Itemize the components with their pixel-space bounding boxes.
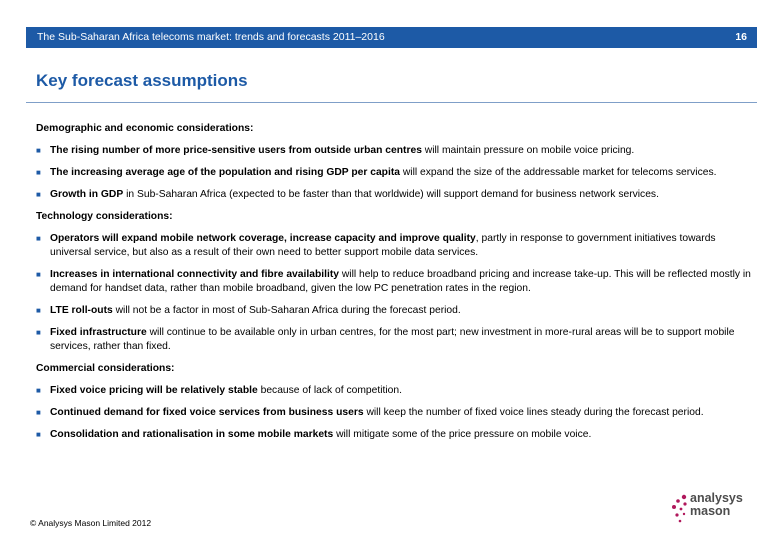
bullet-item <box>36 304 751 318</box>
logo-line-2: mason <box>690 504 731 518</box>
header-bar <box>26 27 757 48</box>
bullet-bold-text: LTE roll-outs <box>50 305 113 316</box>
document-title: The Sub-Saharan Africa telecoms market: trends and forecasts 2011–2016 <box>37 31 385 43</box>
logo-wordmark <box>690 492 743 518</box>
content-body <box>36 122 751 450</box>
bullet-bold-text: Growth in GDP <box>50 189 124 200</box>
bullet-text: will help to reduce broadband pricing and increase take-up. This will be reflected mostly in demand for handset data, rather than mobile broadband, given the low PC penetration rates in the region. <box>50 269 751 294</box>
bullet-item <box>36 232 751 260</box>
bullet-square-icon: ■ <box>36 234 41 243</box>
bullet-item <box>36 428 751 442</box>
page-title: Key forecast assumptions <box>36 71 248 90</box>
bullet-text: will keep the number of fixed voice lines steady during the forecast period. <box>363 407 704 418</box>
logo-line-1: analysys <box>690 491 743 505</box>
bullet-square-icon: ■ <box>36 328 41 337</box>
bullet-bold-text: Continued demand for fixed voice services from business users <box>50 407 364 418</box>
page-number: 16 <box>735 31 747 43</box>
section-heading: Technology considerations: <box>36 211 173 222</box>
bullet-square-icon: ■ <box>36 270 41 279</box>
bullet-square-icon: ■ <box>36 168 41 177</box>
bullet-item <box>36 188 751 202</box>
bullet-item <box>36 384 751 398</box>
bullet-bold-text: The rising number of more price-sensitive users from outside urban centres <box>50 145 422 156</box>
bullet-square-icon: ■ <box>36 430 41 439</box>
section-heading: Commercial considerations: <box>36 363 175 374</box>
bullet-item <box>36 268 751 296</box>
bullet-item <box>36 166 751 180</box>
bullet-bold-text: Operators will expand mobile network coverage, increase capacity and improve quality <box>50 233 476 244</box>
bullet-text: will not be a factor in most of Sub-Saharan Africa during the forecast period. <box>112 305 461 316</box>
bullet-square-icon: ■ <box>36 146 41 155</box>
section-technology <box>36 210 751 354</box>
bullet-bold-text: Fixed voice pricing will be relatively stable <box>50 385 258 396</box>
bullet-text: because of lack of competition. <box>257 385 402 396</box>
bullet-bold-text: Fixed infrastructure <box>50 327 147 338</box>
bullet-text: will expand the size of the addressable market for telecoms services. <box>399 167 717 178</box>
bullet-item <box>36 326 751 354</box>
section-heading: Demographic and economic considerations: <box>36 123 254 134</box>
bullet-bold-text: Increases in international connectivity and fibre availability <box>50 269 339 280</box>
bullet-text: in Sub-Saharan Africa (expected to be faster than that worldwide) will support demand for business network services. <box>123 189 659 200</box>
bullet-text: will mitigate some of the price pressure on mobile voice. <box>333 429 592 440</box>
bullet-bold-text: Consolidation and rationalisation in some mobile markets <box>50 429 334 440</box>
bullet-item <box>36 144 751 158</box>
bullet-square-icon: ■ <box>36 386 41 395</box>
bullet-square-icon: ■ <box>36 408 41 417</box>
analysys-mason-logo <box>670 492 760 532</box>
bullet-text: , partly in response to government initiatives towards universal service, but also as a result of their own need to better support mobile data services. <box>50 233 716 258</box>
bullet-text: will maintain pressure on mobile voice pricing. <box>421 145 635 156</box>
section-commercial <box>36 362 751 442</box>
footer-copyright: © Analysys Mason Limited 2012 <box>30 518 152 528</box>
bullet-bold-text: The increasing average age of the population and rising GDP per capita <box>50 167 400 178</box>
bullet-text: will continue to be available only in urban centres, for the most part; new investment in more-rural areas will be to support mobile services, rather than fixed. <box>50 327 735 352</box>
logo-dots-icon <box>670 494 692 530</box>
title-divider <box>26 102 757 103</box>
bullet-square-icon: ■ <box>36 190 41 199</box>
section-demographic <box>36 122 751 202</box>
bullet-item <box>36 406 751 420</box>
bullet-square-icon: ■ <box>36 306 41 315</box>
